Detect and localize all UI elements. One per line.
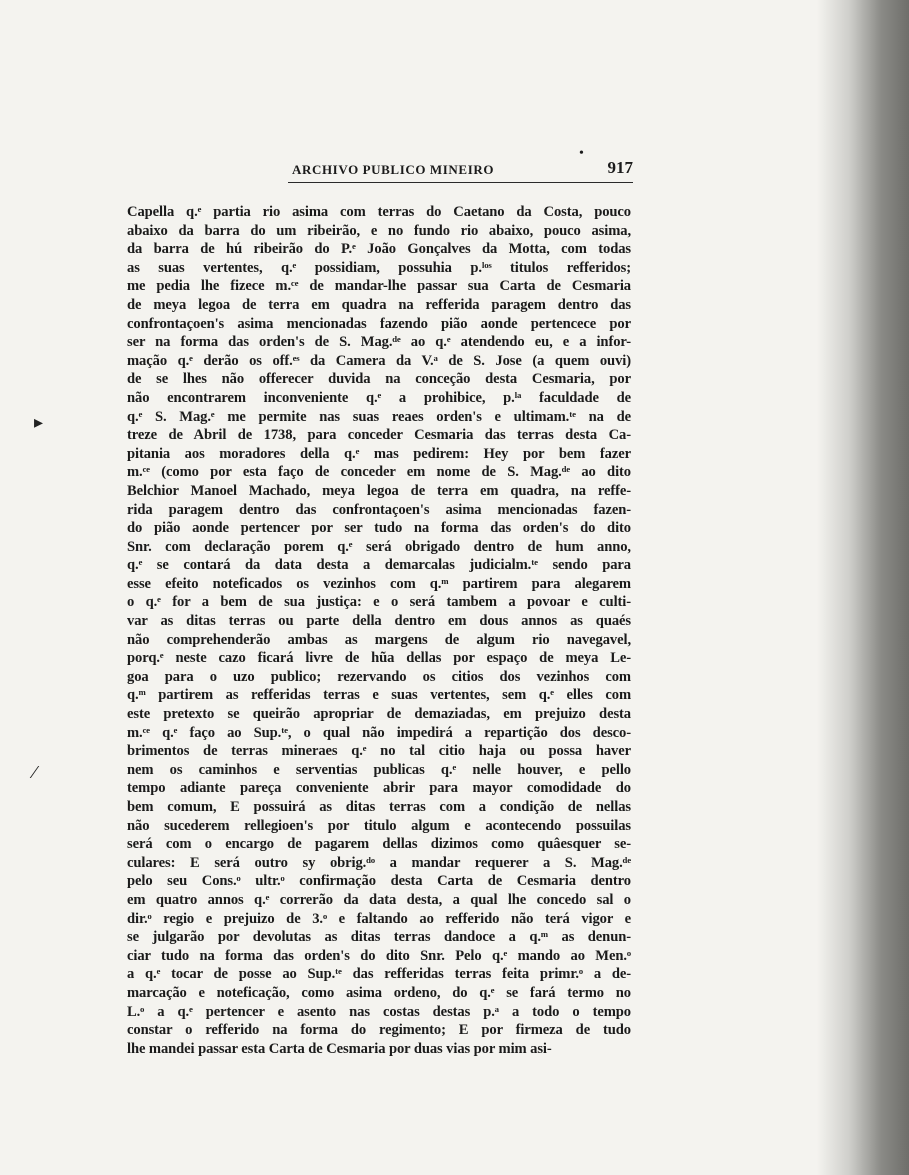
text-line: goa para o uzo publico; rezervando os citios dos vezinhos com	[127, 668, 631, 685]
text-line: marcação e noteficação, como asima ordeno, do q.ᵉ se fará termo no	[127, 984, 631, 1001]
text-line: me pedia lhe fizece m.ᶜᵉ de mandar-lhe passar sua Carta de Cesmaria	[127, 278, 631, 295]
text-line: ser na forma das orden's de S. Mag.ᵈᵉ ao q.ᵉ atendendo eu, e a infor-	[127, 334, 631, 351]
text-line: nem os caminhos e serventias publicas q.ᵉ nelle houver, e pello	[127, 761, 631, 778]
header-bullet: •	[579, 146, 584, 161]
page-number: 917	[607, 158, 633, 177]
text-line: esse efeito noteficados os vezinhos com q.ᵐ partirem para alegarem	[127, 575, 631, 592]
running-title: ARCHIVO PUBLICO MINEIRO	[292, 162, 495, 177]
text-line: rida paragem dentro das confrontaçoen's asima mencionadas fazen-	[127, 501, 631, 518]
text-line: as suas vertentes, q.ᵉ possidiam, possuhia p.ˡᵒˢ titulos refferidos;	[127, 259, 631, 276]
text-line: var as ditas terras ou parte della dentro em dous annos as quaés	[127, 613, 631, 630]
text-line: confrontaçoen's asima mencionadas fazendo pião aonde pertencece por	[127, 315, 631, 332]
text-line: da barra de hú ribeirão do P.ᵉ João Gonçalves da Motta, com todas	[127, 241, 631, 258]
text-line: pelo seu Cons.ᵒ ultr.ᵒ confirmação desta Carta de Cesmaria dentro	[127, 873, 631, 890]
text-line: a q.ᵉ tocar de posse ao Sup.ᵗᵉ das refferidas terras feita primr.ᵒ a de-	[127, 966, 631, 983]
text-line: em quatro annos q.ᵉ correrão da data desta, a qual lhe concedo sal o	[127, 891, 631, 908]
page-header	[288, 146, 633, 184]
margin-mark: ▸	[34, 412, 44, 432]
text-line: de meya legoa de terra em quadra na refferida paragem dentro das	[127, 296, 631, 313]
text-line: L.ᵒ a q.ᵉ pertencer e asento nas costas destas p.ᵃ a todo o tempo	[127, 1003, 631, 1020]
text-line: não encontrarem inconveniente q.ᵉ a prohibice, p.ˡᵃ faculdade de	[127, 389, 631, 406]
text-line: Capella q.ᵉ partia rio asima com terras do Caetano da Costa, pouco	[127, 204, 631, 220]
header-rule	[288, 182, 633, 183]
text-line: pitania aos moradores della q.ᵉ mas pedirem: Hey por bem fazer	[127, 445, 631, 462]
text-line: porq.ᵉ neste cazo ficará livre de hũa dellas por espaço de meya Le-	[127, 650, 631, 667]
text-line: o q.ᵉ for a bem de sua justiça: e o será tambem a povoar e culti-	[127, 594, 631, 611]
text-line: m.ᶜᵉ (como por esta faço de conceder em nome de S. Mag.ᵈᵉ ao dito	[127, 464, 631, 481]
text-line: dir.ᵒ regio e prejuizo de 3.ᵒ e faltando ao refferido não terá vigor e	[127, 910, 631, 927]
text-line: mação q.ᵉ derão os off.ᵉˢ da Camera da V.ᵃ de S. Jose (a quem ouvi)	[127, 352, 631, 369]
page-edge-shadow	[817, 0, 909, 1175]
text-line: culares: E será outro sy obrig.ᵈᵒ a mandar requerer a S. Mag.ᵈᵉ	[127, 854, 631, 871]
text-line: lhe mandei passar esta Carta de Cesmaria por duas vias por mim asi-	[127, 1040, 552, 1057]
text-line: do pião aonde pertencer por ser tudo na forma das orden's do dito	[127, 520, 631, 537]
margin-mark: ⁄	[33, 762, 37, 782]
text-line: brimentos de terras mineraes q.ᵉ no tal citio haja ou possa haver	[127, 743, 631, 760]
text-line: tempo adiante pareça conveniente abrir para mayor comodidade do	[127, 780, 631, 797]
text-line: treze de Abril de 1738, para conceder Cesmaria das terras desta Ca-	[127, 427, 631, 444]
text-line: q.ᵉ S. Mag.ᵉ me permite nas suas reaes orden's e ultimam.ᵗᵉ na de	[127, 408, 631, 425]
text-line: este pretexto se queirão apropriar de demaziadas, em prejuizo desta	[127, 706, 631, 723]
text-line: será com o encargo de pagarem dellas dizimos como quâesquer se-	[127, 836, 631, 853]
text-line: constar o refferido na forma do regimento; E por firmeza de tudo	[127, 1022, 631, 1039]
text-line: não sucederem rellegioen's por titulo algum e acontecendo possuilas	[127, 817, 631, 834]
text-line: não comprehenderão ambas as margens de algum rio navegavel,	[127, 631, 631, 648]
text-line: de se lhes não offerecer duvida na conceção desta Cesmaria, por	[127, 371, 631, 388]
text-line: q.ᵉ se contará da data desta a demarcalas judicialm.ᵗᵉ sendo para	[127, 557, 631, 574]
body-text	[127, 203, 631, 1058]
text-line: ciar tudo na forma das orden's do dito Snr. Pelo q.ᵉ mando ao Men.ᵒ	[127, 947, 631, 964]
text-line: Snr. com declaração porem q.ᵉ será obrigado dentro de hum anno,	[127, 538, 631, 555]
text-line: Belchior Manoel Machado, meya legoa de terra em quadra, na reffe-	[127, 482, 631, 499]
text-line: q.ᵐ partirem as refferidas terras e suas vertentes, sem q.ᵉ elles com	[127, 687, 631, 704]
text-line: m.ᶜᵉ q.ᵉ faço ao Sup.ᵗᵉ, o qual não impedirá a repartição dos desco-	[127, 724, 631, 741]
text-line: bem comum, E possuirá as ditas terras com a condição de nellas	[127, 799, 631, 815]
text-line: se julgarão por devolutas as ditas terras dandoce a q.ᵐ as denun-	[127, 929, 631, 946]
text-line: abaixo da barra do um ribeirão, e no fundo rio abaixo, pouco asima,	[127, 222, 631, 239]
